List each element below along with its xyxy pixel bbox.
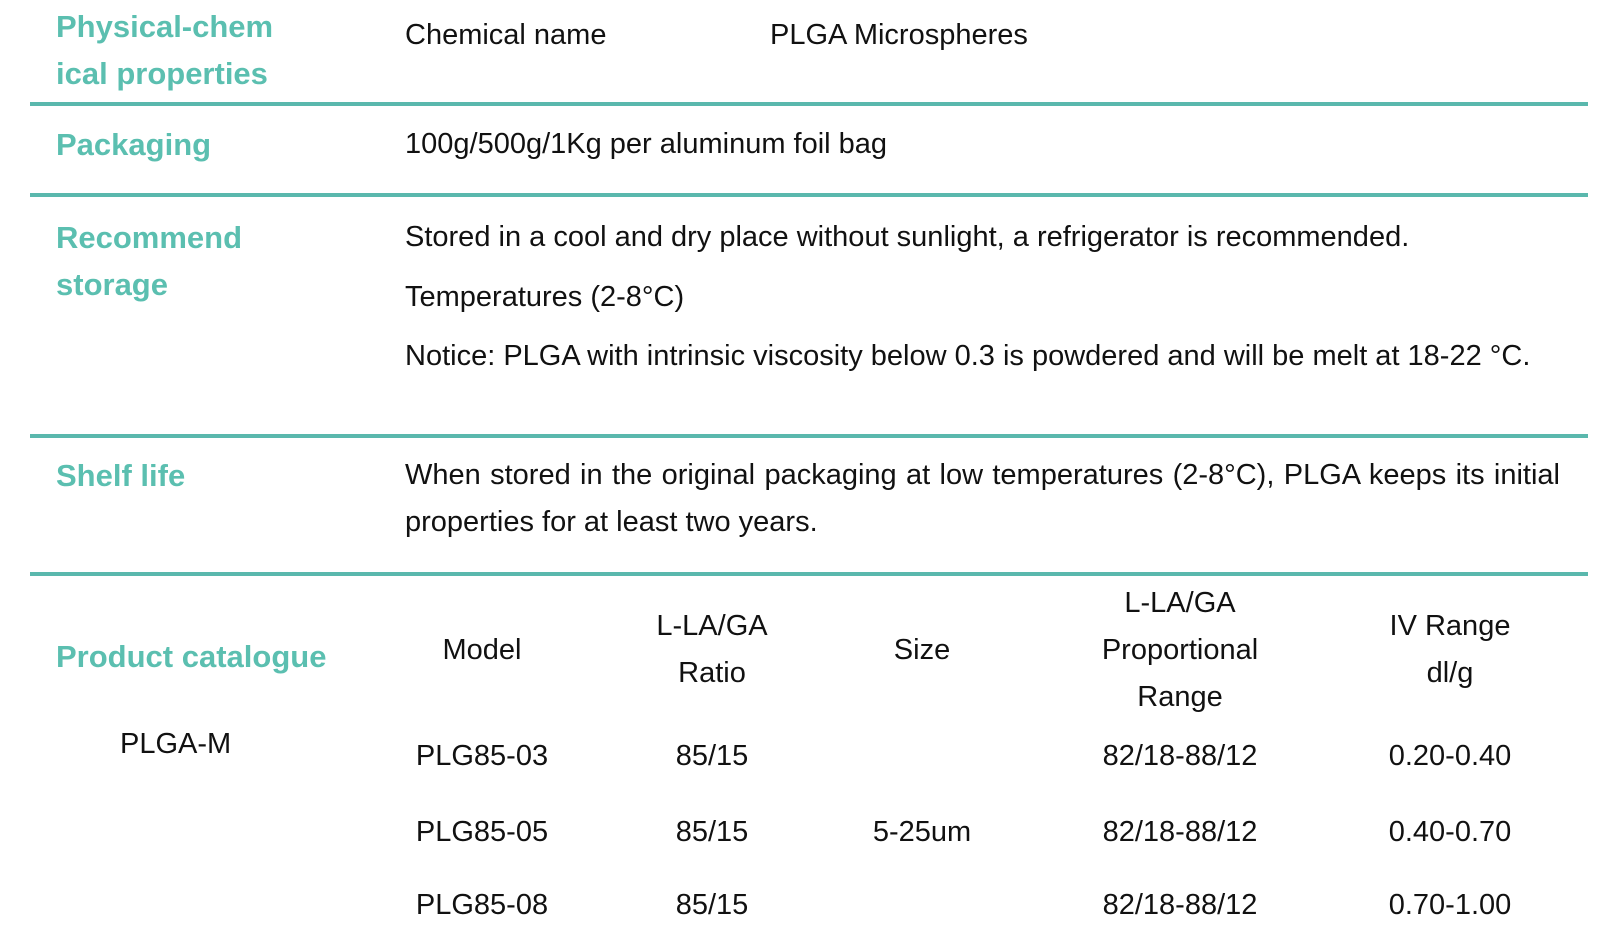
shelf-life-text: When stored in the original packaging at low temperatures (2-8°C), PLGA keeps its initial properties for at least two years. [405, 459, 1560, 538]
row2-range: 82/18-88/12 [1102, 816, 1258, 848]
packaging-label: Packaging [56, 127, 212, 162]
storage-label-line2: storage [56, 267, 168, 302]
ratio-header-line1: L-LA/GA [656, 610, 768, 642]
storage-line2: Temperatures (2-8°C) [405, 281, 685, 313]
row1-range: 82/18-88/12 [1102, 740, 1258, 772]
col-header-iv [1350, 603, 1550, 697]
col-header-size: Size [893, 634, 951, 666]
row1-iv: 0.20-0.40 [1388, 740, 1512, 772]
storage-label-line1: Recommend [56, 220, 243, 255]
divider-2 [30, 193, 1588, 197]
divider-4 [30, 572, 1588, 576]
row2-iv: 0.40-0.70 [1388, 816, 1512, 848]
chemical-name-label: Chemical name [405, 19, 607, 51]
col-header-model: Model [442, 634, 522, 666]
physical-label-line2: ical properties [56, 56, 268, 91]
storage-line1: Stored in a cool and dry place without sunlight, a refrigerator is recommended. [405, 221, 1410, 253]
ratio-header-line2: Ratio [678, 657, 746, 689]
row1-model: PLG85-03 [415, 740, 549, 772]
range-header-line2: Proportional [1101, 634, 1259, 666]
storage-label [56, 214, 242, 308]
physical-properties-label [56, 3, 273, 97]
divider-1 [30, 102, 1588, 106]
product-name: PLGA-M [120, 728, 232, 760]
chemical-name-value: PLGA Microspheres [770, 19, 1028, 51]
physical-label-line1: Physical-chem [56, 9, 274, 44]
row1-ratio: 85/15 [675, 740, 749, 772]
iv-header-line1: IV Range [1389, 610, 1511, 642]
iv-header-line2: dl/g [1426, 657, 1474, 689]
row2-model: PLG85-05 [415, 816, 549, 848]
row2-ratio: 85/15 [675, 816, 749, 848]
size-value: 5-25um [872, 816, 972, 848]
col-header-range [1080, 580, 1280, 721]
row3-ratio: 85/15 [675, 889, 749, 921]
range-header-line3: Range [1137, 681, 1223, 713]
row3-model: PLG85-08 [415, 889, 549, 921]
product-catalogue-label: Product catalogue [56, 639, 327, 674]
range-header-line1: L-LA/GA [1124, 587, 1236, 619]
row3-iv: 0.70-1.00 [1388, 889, 1512, 921]
storage-notice: Notice: PLGA with intrinsic viscosity below 0.3 is powdered and will be melt at 18-22 °C. [405, 340, 1531, 372]
col-header-ratio [612, 603, 812, 697]
divider-3 [30, 434, 1588, 438]
shelf-life-label: Shelf life [56, 458, 186, 493]
row3-range: 82/18-88/12 [1102, 889, 1258, 921]
packaging-text: 100g/500g/1Kg per aluminum foil bag [405, 128, 888, 160]
